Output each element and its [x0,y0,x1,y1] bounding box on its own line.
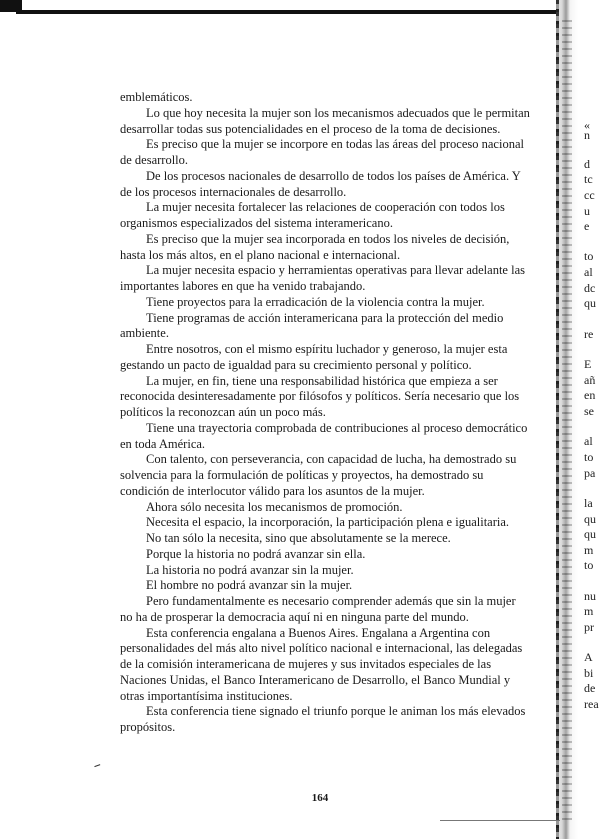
adjacent-page-fragment: e [584,219,590,233]
adjacent-page-fragment: de [584,681,596,695]
paragraph: La mujer, en fin, tiene una responsabilidad histórica que empieza a ser reconocida desinteresadamente por filósofos y políticos. Sería necesario que los políticos la reconozcan aún un poco más. [120,373,520,419]
paragraph: Lo que hoy necesita la mujer son los mecanismos adecuados que le permitan desarrollar todas sus potencialidades en el proceso de la toma de decisiones. [120,105,530,136]
binding-shadow [556,0,559,839]
paragraph: De los procesos nacionales de desarrollo de todos los países de América. Y de los procesos internacionales de desarrollo. [120,168,521,199]
adjacent-page-fragment: nu [584,589,596,603]
adjacent-page-fragment: dc [584,281,596,295]
adjacent-page-fragment: al [584,434,593,448]
paragraph: Entre nosotros, con el mismo espíritu luchador y generoso, la mujer esta gestando un pacto de igualdad para su crecimiento personal y político. [120,342,508,372]
paragraph: La mujer necesita espacio y herramientas operativas para llevar adelante las importantes labores en que ha venido trabajando. [120,263,525,293]
adjacent-page-fragment: A [584,650,593,664]
paragraph: La historia no podrá avanzar sin la mujer. [146,562,354,577]
adjacent-page-fragment: m [584,543,594,557]
paragraph: Tiene una trayectoria comprobada de contribuciones al proceso democrático en toda América. [120,420,528,451]
adjacent-page-fragment: n [584,128,590,142]
paragraph: No tan sólo la necesita, sino que absolutamente se la merece. [146,531,451,545]
adjacent-page-fragment: cc [584,188,595,202]
adjacent-page-fragment: re [584,327,594,341]
paragraph: emblemáticos. [120,90,193,104]
adjacent-page-fragment: pr [584,620,594,634]
adjacent-page-fragment: añ [584,373,596,387]
adjacent-page-fragment: bi [584,666,594,680]
adjacent-page-fragment: to [584,249,594,263]
adjacent-page-edge [556,0,600,839]
page-number: 164 [311,792,329,804]
paragraph: Tiene proyectos para la erradicación de la violencia contra la mujer. [146,294,485,309]
scan-smudge [94,764,101,771]
adjacent-page-fragment: m [584,604,594,618]
paragraph: Tiene programas de acción interamericana para la protección del medio ambiente. [120,310,504,341]
paragraph: Es preciso que la mujer sea incorporada en todos los niveles de decisión, hasta los más altos, en el plano nacional e internacional. [120,231,510,262]
adjacent-page-fragment: rea [584,697,599,711]
paragraph: Es preciso que la mujer se incorpore en todas las áreas del proceso nacional de desarrollo. [120,137,524,167]
paragraph: Ahora sólo necesita los mecanismos de promoción. [146,499,403,514]
page-edge-texture [562,20,572,820]
adjacent-page-fragment: qu [584,527,596,541]
paragraph: La mujer necesita fortalecer las relaciones de cooperación con todos los organismos especializados del sistema interamericano. [120,200,505,230]
paragraph: Porque la historia no podrá avanzar sin ella. [146,546,366,561]
adjacent-page-fragment: qu [584,512,596,526]
adjacent-page-fragment: se [584,404,594,418]
page-body-text [120,90,530,736]
adjacent-page-fragment: to [584,450,594,464]
paragraph: Con talento, con perseverancia, con capacidad de lucha, ha demostrado su solvencia para la formulación de políticas y proyectos, ha demostrado su condición de interlocutor válido para los asuntos de la mujer. [120,452,517,498]
adjacent-page-fragment: to [584,558,594,572]
adjacent-page-fragment: « [584,118,590,132]
adjacent-page-fragment: E [584,357,592,371]
paragraph: Esta conferencia tiene signado el triunfo porque le animan los más elevados propósitos. [120,704,526,734]
scan-top-edge [16,10,556,14]
paragraph: Pero fundamentalmente es necesario comprender además que sin la mujer no ha de prosperar la democracia aquí ni en ninguna parte del mundo. [120,594,516,624]
adjacent-page-fragment: qu [584,296,596,310]
adjacent-page-fragment: pa [584,466,596,480]
paragraph: Necesita el espacio, la incorporación, la participación plena e igualitaria. [146,515,510,530]
paragraph: El hombre no podrá avanzar sin la mujer. [146,578,353,593]
scan-bottom-edge [440,820,560,821]
adjacent-page-fragment: al [584,265,593,279]
adjacent-page-fragment: la [584,496,593,510]
adjacent-page-fragment: en [584,388,596,402]
paragraph: Esta conferencia engalana a Buenos Aires. Engalana a Argentina con personalidades del más alto nivel político nacional e internacional, las delegadas de la comisión interamericana de mujeres y sus invitados especiales de las Naciones Unidas, el Banco Interamericano de Desarrollo, el Banco Mundial y otras importantísima instituciones. [120,625,523,703]
adjacent-page-fragment: u [584,204,590,218]
adjacent-page-fragment: tc [584,172,593,186]
adjacent-page-fragment: d [584,157,590,171]
